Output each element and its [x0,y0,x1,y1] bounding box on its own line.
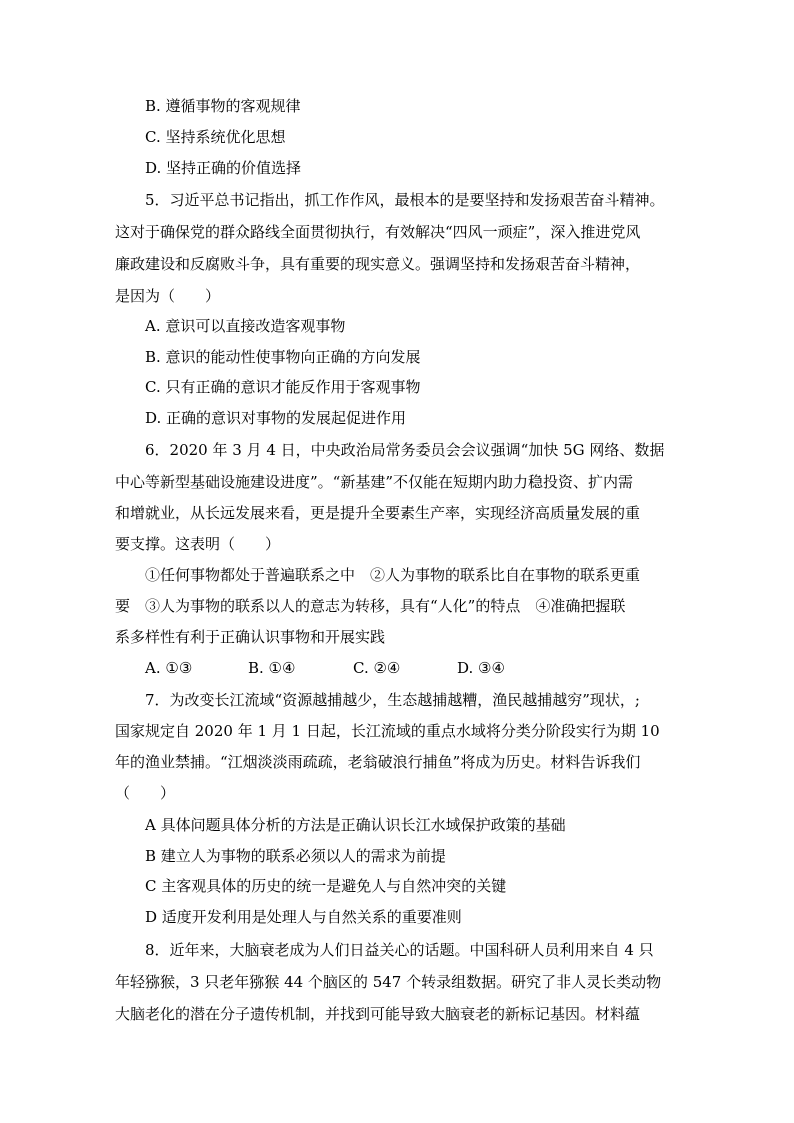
q5-option-b: B. 意识的能动性使事物向正确的方向发展 [145,348,421,366]
q7-option-a: A 具体问题具体分析的方法是正确认识长江水域保护政策的基础 [145,816,566,834]
q6-choice-a: A. ①③ [145,659,193,677]
q6-stem-line-2: 中心等新型基础设施建设进度”。“新基建”不仅能在短期内助力稳投资、扩内需 [115,473,634,491]
q6-choices-row [0,658,794,678]
q7-option-c: C 主客观具体的历史的统一是避免人与自然冲突的关键 [145,877,507,895]
q8-stem-line-3: 大脑老化的潜在分子遗传机制，并找到可能导致大脑衰老的新标记基因。材料蕴 [115,1005,641,1023]
q7-stem-line-1: 7．为改变长江流域“资源越捕越少，生态越捕越糟，渔民越捕越穷”现状，; [145,691,640,709]
q5-stem-line-1: 5．习近平总书记指出，抓工作作风，最根本的是要坚持和发扬艰苦奋斗精神。 [145,191,665,209]
q6-stem-line-1: 6．2020 年 3 月 4 日，中央政治局常务委员会会议强调“加快 5G 网络、数据 [145,441,665,459]
q5-stem-line-2: 这对于确保党的群众路线全面贯彻执行，有效解决“四风一顽症”，深入推进党风 [115,223,641,241]
q8-stem-line-2: 年轻猕猴，3 只老年猕猴 44 个脑区的 547 个转录组数据。研究了非人灵长类动物 [115,973,662,991]
q8-stem-line-1: 8．近年来，大脑衰老成为人们日益关心的话题。中国科研人员利用来自 4 只 [145,941,654,959]
q7-stem-line-2: 国家规定自 2020 年 1 月 1 日起，长江流域的重点水域将分类分阶段实行为期 10 [115,722,660,740]
q6-statements-line-1: ①任何事物都处于普遍联系之中 ②人为事物的联系比自在事物的联系更重 [145,566,641,584]
q5-option-a: A. 意识可以直接改造客观事物 [145,317,346,335]
q7-stem-line-3: 年的渔业禁捕。“江烟淡淡雨疏疏，老翁破浪行捕鱼”将成为历史。材料告诉我们 [115,753,641,771]
q5-stem-line-3: 廉政建设和反腐败斗争，具有重要的现实意义。强调坚持和发扬艰苦奋斗精神， [115,255,641,273]
q6-stem-line-4: 要支撑。这表明（ ） [115,535,281,553]
q7-option-d: D 适度开发利用是处理人与自然关系的重要准则 [145,908,462,926]
q6-statements-line-2: 要 ③人为事物的联系以人的意志为转移，具有“人化”的特点 ④准确把握联 [115,597,626,615]
q6-choice-c: C. ②④ [353,659,401,677]
q6-choice-d: D. ③④ [457,659,505,677]
q6-stem-line-3: 和增就业，从长远发展来看，更是提升全要素生产率，实现经济高质量发展的重 [115,504,641,522]
q4-option-d: D. 坚持正确的价值选择 [145,159,302,177]
q4-option-b: B. 遵循事物的客观规律 [145,97,301,115]
q7-stem-line-4: （ ） [115,784,176,802]
q5-option-c: C. 只有正确的意识才能反作用于客观事物 [145,378,421,396]
q7-option-b: B 建立人为事物的联系必须以人的需求为前提 [145,847,446,865]
q5-option-d: D. 正确的意识对事物的发展起促进作用 [145,409,407,427]
q5-stem-line-4: 是因为（ ） [115,287,221,305]
q6-statements-line-3: 系多样性有利于正确认识事物和开展实践 [115,628,386,646]
q4-option-c: C. 坚持系统优化思想 [145,128,286,146]
q6-choice-b: B. ①④ [248,659,296,677]
